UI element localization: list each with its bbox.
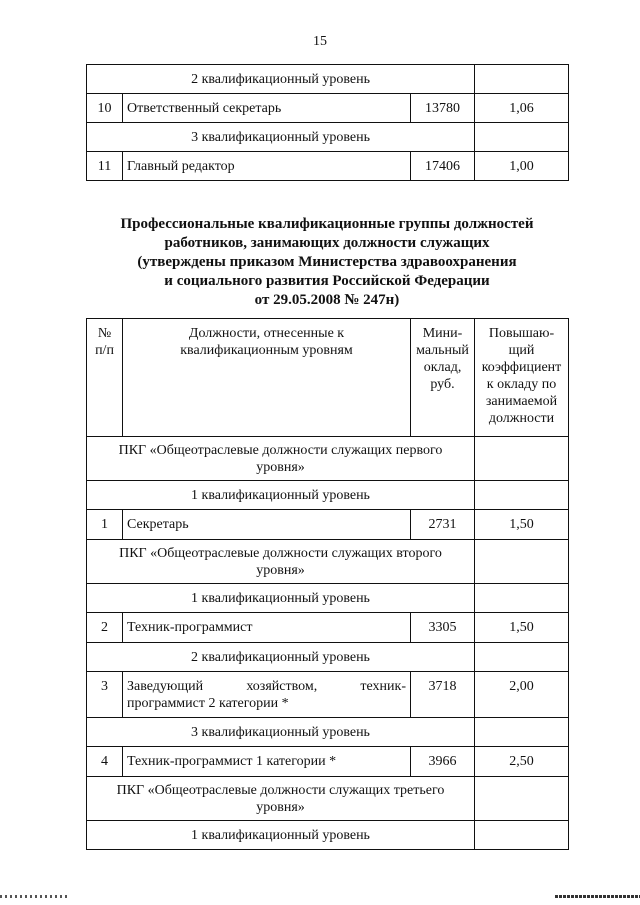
group-row <box>87 437 569 481</box>
position-cell: Техник-программист 1 категории * <box>123 747 411 777</box>
level-label: 2 квалификационный уровень <box>87 643 475 672</box>
level-row <box>87 584 569 613</box>
coefficient-cell: 2,50 <box>475 747 569 777</box>
title-line: работников, занимающих должности служащих <box>164 235 490 251</box>
salary-cell: 2731 <box>411 510 475 540</box>
level-label: 1 квалификационный уровень <box>87 821 475 850</box>
level-row <box>87 65 569 94</box>
salary-cell: 13780 <box>411 94 475 123</box>
row-number: 3 <box>87 672 123 718</box>
group-row <box>87 777 569 821</box>
row-number: 11 <box>87 152 123 181</box>
header-number: № п/п <box>87 319 123 437</box>
section-title <box>86 215 568 310</box>
coefficient-cell: 1,50 <box>475 510 569 540</box>
position-cell: Техник-программист <box>123 613 411 643</box>
level-row <box>87 123 569 152</box>
title-line: Профессиональные квалификационные группы должностей <box>120 216 534 232</box>
row-number: 1 <box>87 510 123 540</box>
level-row <box>87 643 569 672</box>
level-row <box>87 481 569 510</box>
salary-cell: 3305 <box>411 613 475 643</box>
table-header <box>87 319 569 437</box>
title-line: и социального развития Российской Федерации <box>164 273 490 289</box>
coefficient-cell: 1,50 <box>475 613 569 643</box>
position-cell: Секретарь <box>123 510 411 540</box>
table-row <box>87 672 569 718</box>
level-label: 3 квалификационный уровень <box>87 718 475 747</box>
coefficient-cell: 1,06 <box>475 94 569 123</box>
salary-cell: 3718 <box>411 672 475 718</box>
header-coefficient: Повышаю- щий коэффициент к окладу по занимаемой должности <box>475 319 569 437</box>
level-label: 3 квалификационный уровень <box>87 123 475 152</box>
level-row <box>87 821 569 850</box>
level-label: 1 квалификационный уровень <box>87 584 475 613</box>
group-label: ПКГ «Общеотраслевые должности служащих первого уровня» <box>87 437 475 481</box>
scan-artifact <box>0 895 70 898</box>
level-label: 1 квалификационный уровень <box>87 481 475 510</box>
scan-artifact <box>555 895 640 898</box>
table-row <box>87 613 569 643</box>
salary-cell: 3966 <box>411 747 475 777</box>
level-row <box>87 718 569 747</box>
table-row <box>87 747 569 777</box>
salary-table-continued <box>86 64 569 181</box>
page-number: 15 <box>313 34 327 49</box>
position-cell: Заведующий хозяйством, техник- программист 2 категории * <box>123 672 411 718</box>
title-line: от 29.05.2008 № 247н) <box>254 292 400 308</box>
level-label: 2 квалификационный уровень <box>87 65 475 94</box>
title-line: (утверждены приказом Министерства здравоохранения <box>137 254 517 270</box>
salary-table <box>86 318 569 850</box>
table-row <box>87 152 569 181</box>
header-salary: Мини- мальный оклад, руб. <box>411 319 475 437</box>
row-number: 4 <box>87 747 123 777</box>
salary-cell: 17406 <box>411 152 475 181</box>
row-number: 2 <box>87 613 123 643</box>
position-cell: Ответственный секретарь <box>123 94 411 123</box>
table-row <box>87 94 569 123</box>
table-row <box>87 510 569 540</box>
row-number: 10 <box>87 94 123 123</box>
group-row <box>87 540 569 584</box>
coefficient-cell: 1,00 <box>475 152 569 181</box>
position-cell: Главный редактор <box>123 152 411 181</box>
group-label: ПКГ «Общеотраслевые должности служащих второго уровня» <box>87 540 475 584</box>
coefficient-cell: 2,00 <box>475 672 569 718</box>
group-label: ПКГ «Общеотраслевые должности служащих третьего уровня» <box>87 777 475 821</box>
header-position: Должности, отнесенные к квалификационным уровням <box>123 319 411 437</box>
